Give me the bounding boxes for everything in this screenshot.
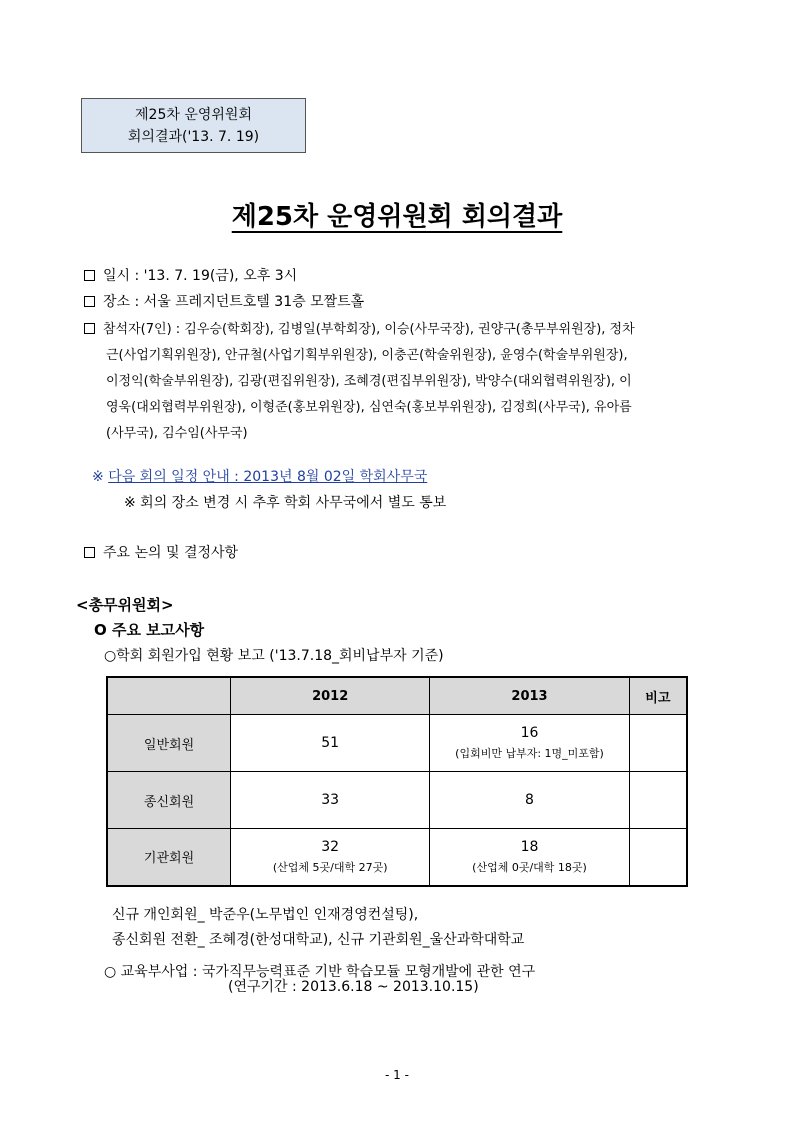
row-label: 일반회원	[107, 715, 231, 772]
header-box-line2: 회의결과('13. 7. 19)	[127, 128, 260, 145]
next-meeting-text: 다음 회의 일정 안내 : 2013년 8월 02일 학회사무국	[108, 469, 428, 485]
value-2012: 33	[321, 792, 340, 808]
cell-remark	[629, 715, 687, 772]
report-heading: O 주요 보고사항	[94, 621, 205, 639]
edu-project-line-2: (연구기간 : 2013.6.18 ~ 2013.10.15)	[228, 979, 479, 995]
value-2013: 18	[520, 838, 539, 855]
table-row	[107, 829, 687, 886]
document-title	[0, 196, 794, 233]
table-header-empty	[107, 677, 231, 715]
value-2013: 8	[525, 792, 534, 808]
cell-2013	[430, 715, 629, 772]
table-row	[107, 772, 687, 829]
committee-heading: <총무위원회>	[76, 596, 174, 614]
membership-report-line: ○학회 회원가입 현황 보고 ('13.7.18_회비납부자 기준)	[104, 648, 444, 664]
cell-remark	[629, 772, 687, 829]
square-bullet-icon	[84, 296, 95, 307]
discussion-heading	[84, 542, 238, 565]
venue-change-note: ※ 회의 장소 변경 시 추후 학회 사무국에서 별도 통보	[124, 495, 447, 511]
cell-2013	[430, 772, 629, 829]
table-header-2012: 2012	[231, 677, 430, 715]
value-2012: 32	[321, 838, 340, 855]
header-box-line1: 제25차 운영위원회	[135, 106, 252, 123]
cell-remark	[629, 829, 687, 886]
table-row	[107, 715, 687, 772]
note-2013: (입회비만 납부자: 1명_미포함)	[455, 747, 604, 760]
new-members-line-2: 종신회원 전환_ 조혜경(한성대학교), 신규 기관회원_울산과학대학교	[112, 932, 525, 948]
row-label: 종신회원	[107, 772, 231, 829]
info-date-text: 일시 : '13. 7. 19(금), 오후 3시	[103, 268, 298, 284]
table-header-2013: 2013	[430, 677, 629, 715]
square-bullet-icon	[84, 547, 95, 558]
membership-table	[106, 676, 688, 887]
info-place-text: 장소 : 서울 프레지던트호텔 31층 모짤트홀	[103, 294, 365, 310]
notice-mark-icon: ※	[92, 469, 104, 485]
new-members-line-1: 신규 개인회원_ 박준우(노무법인 인재경영컨설팅),	[112, 907, 419, 923]
attendees-line-2: 근(사업기획위원장), 안규철(사업기획부위원장), 이충곤(학술위원장), 윤영수(학술부위원장),	[106, 348, 628, 363]
attendees-line-3: 이정익(학술부위원장), 김광(편집위원장), 조혜경(편집부위원장), 박양수(대외협력위원장), 이	[106, 374, 632, 389]
table-header-remark: 비고	[629, 677, 687, 715]
info-date	[84, 265, 297, 288]
row-label: 기관회원	[107, 829, 231, 886]
info-attendees	[84, 318, 635, 341]
attendees-line-4: 영욱(대외협력부위원장), 이형준(홍보위원장), 심연숙(홍보부위원장), 김정희(사무국), 유아름	[106, 400, 632, 415]
value-2013: 16	[520, 725, 539, 741]
attendees-line-5: (사무국), 김수임(사무국)	[106, 426, 248, 441]
attendees-line-1: 참석자(7인) : 김우승(학회장), 김병일(부학회장), 이승(사무국장), 권양구(총무부위원장), 정차	[103, 322, 635, 337]
cell-2012	[231, 829, 430, 886]
square-bullet-icon	[84, 270, 95, 281]
cell-2013	[430, 829, 629, 886]
square-bullet-icon	[84, 323, 95, 334]
value-2012: 51	[321, 735, 340, 751]
document-title-text: 제25차 운영위원회 회의결과	[231, 202, 563, 232]
info-place	[84, 291, 364, 314]
page-number: - 1 -	[385, 1068, 409, 1082]
note-2012: (산업체 5곳/대학 27곳)	[272, 860, 388, 874]
edu-project-line-1: ○ 교육부사업 : 국가직무능력표준 기반 학습모듈 모형개발에 관한 연구	[104, 964, 536, 980]
table-header-row	[107, 677, 687, 715]
next-meeting-notice	[92, 466, 427, 489]
header-box	[81, 98, 306, 153]
cell-2012	[231, 715, 430, 772]
note-2013: (산업체 0곳/대학 18곳)	[472, 860, 587, 874]
discussion-heading-text: 주요 논의 및 결정사항	[103, 545, 239, 561]
cell-2012	[231, 772, 430, 829]
